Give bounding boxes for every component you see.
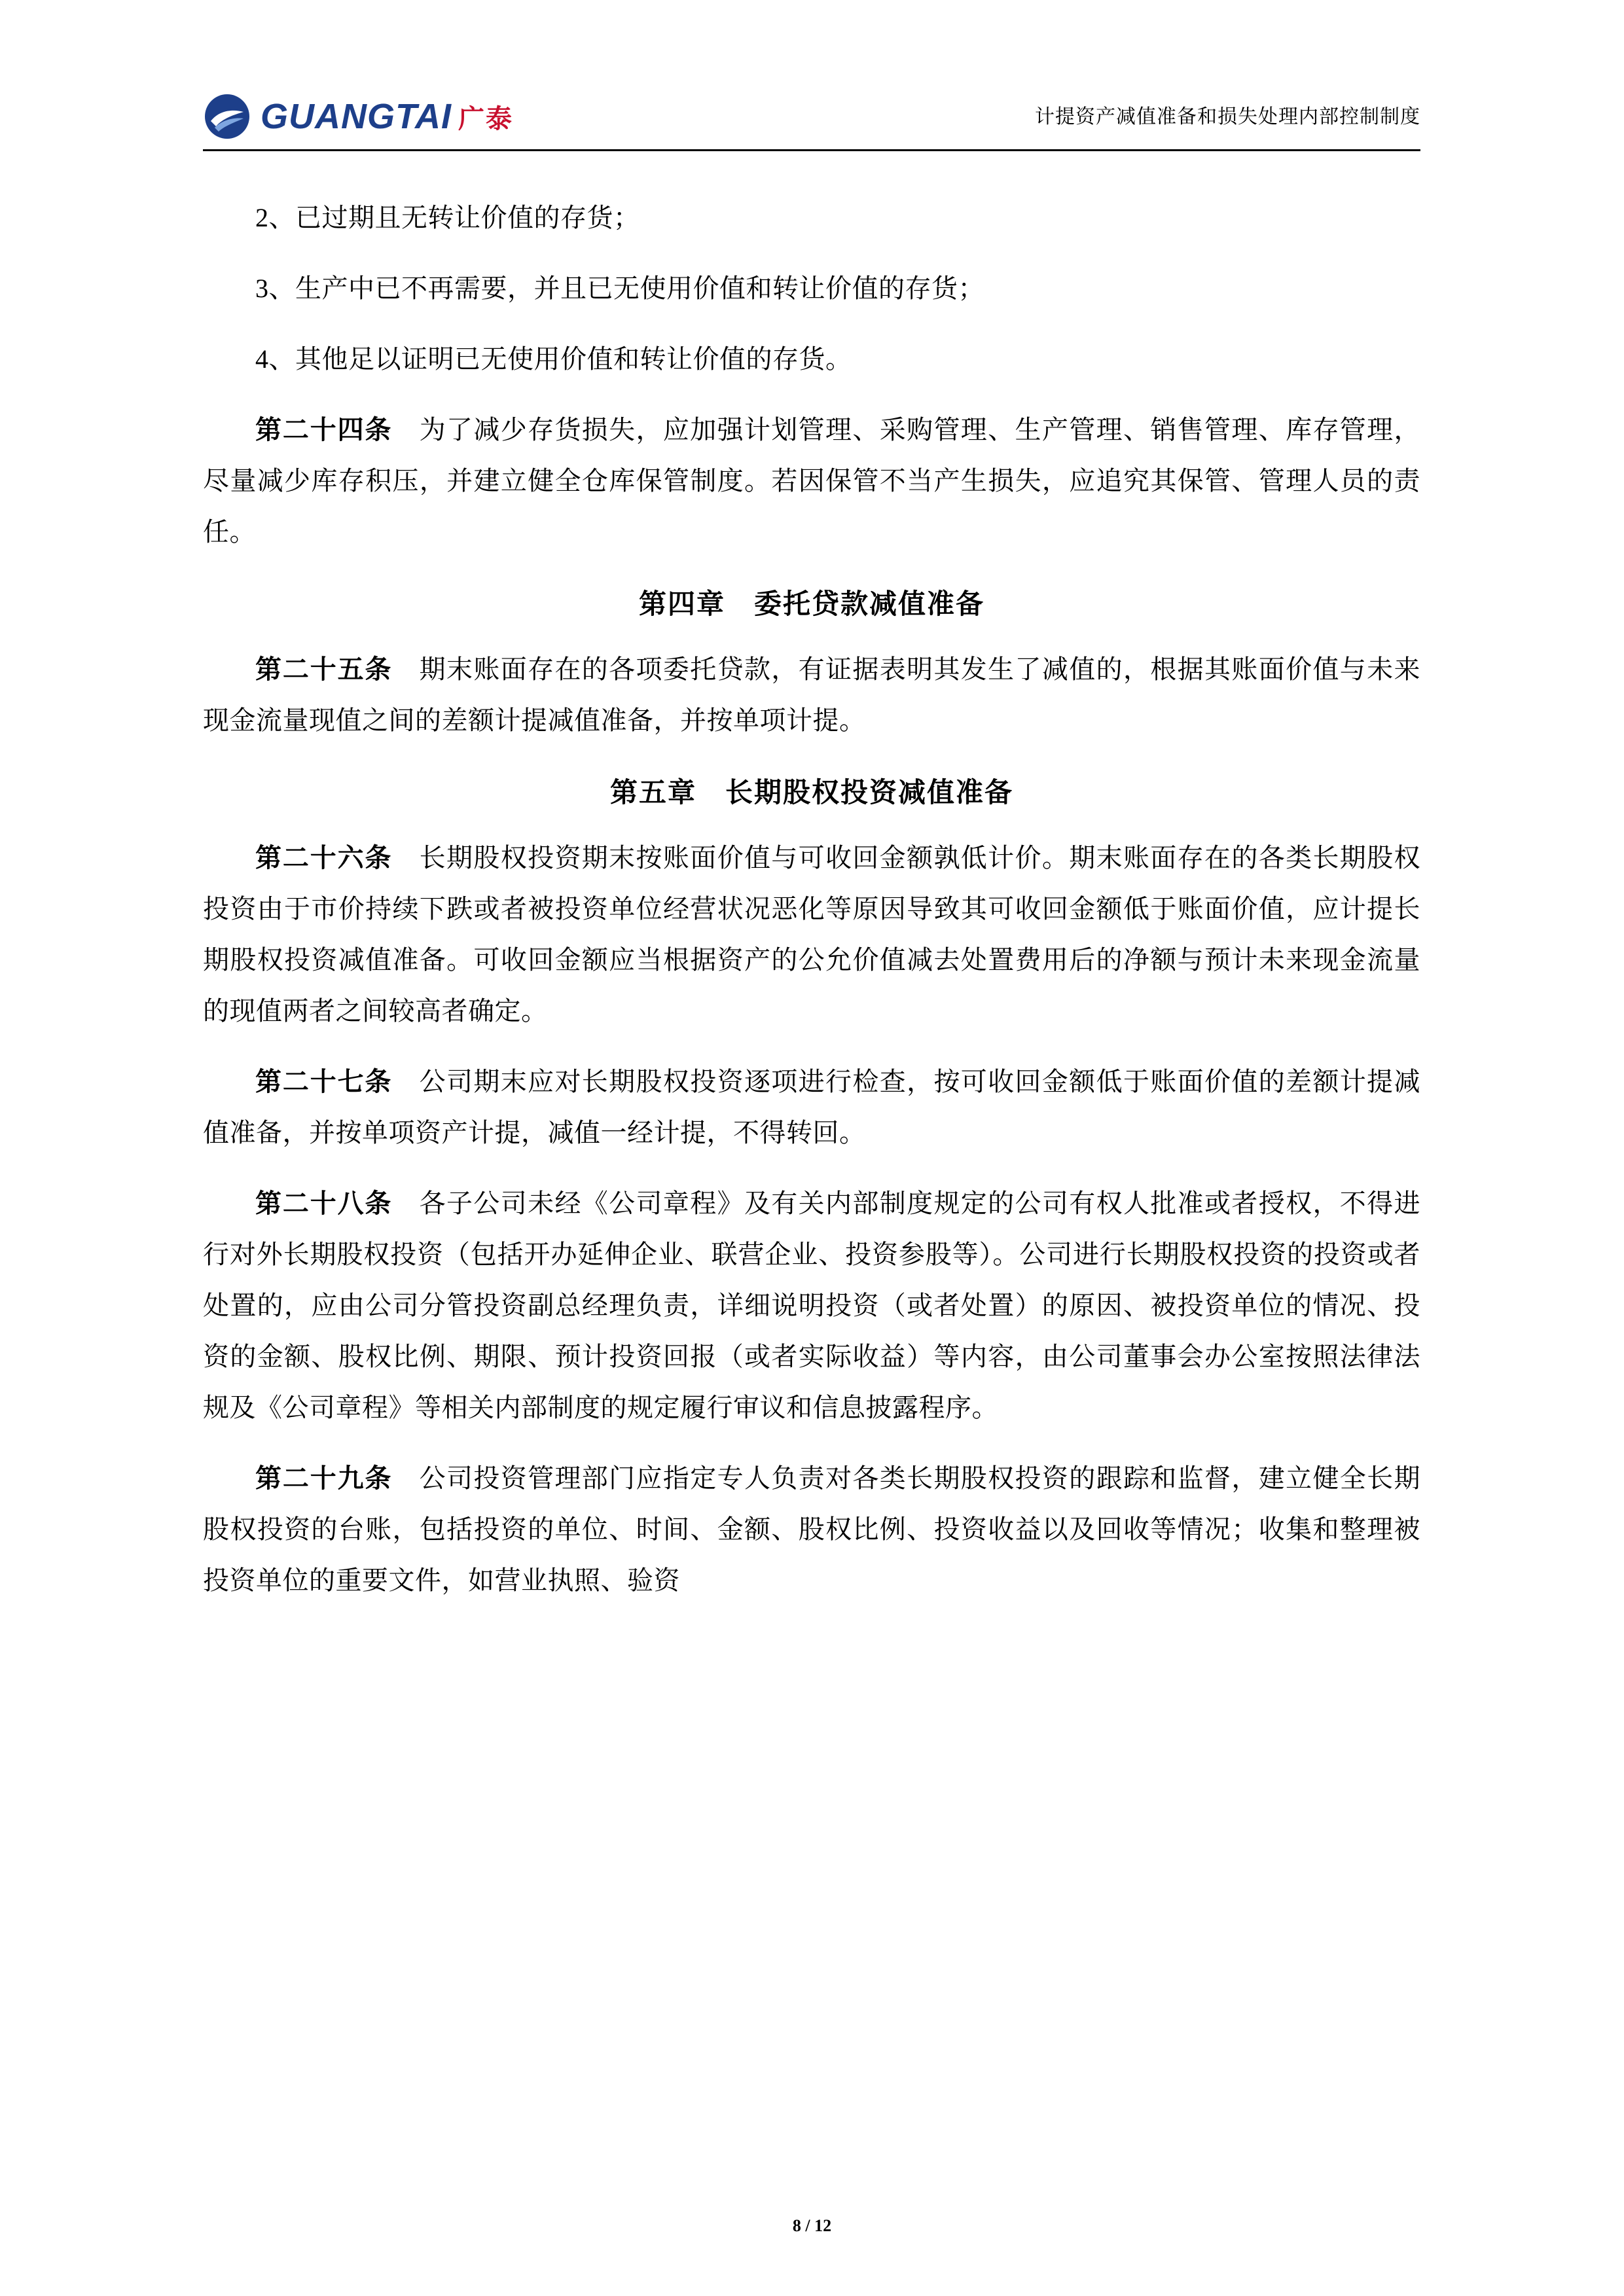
article-text: 为了减少存货损失，应加强计划管理、采购管理、生产管理、销售管理、库存管理，尽量减少库存积压，并建立健全仓库保管制度。若因保管不当产生损失，应追究其保管、管理人员的责任。	[203, 415, 1421, 547]
article-number: 第二十六条	[255, 843, 393, 872]
article-text: 期末账面存在的各项委托贷款，有证据表明其发生了减值的，根据其账面价值与未来现金流量现值之间的差额计提减值准备，并按单项计提。	[203, 655, 1421, 735]
swoosh-logo-icon	[203, 92, 251, 141]
article-number: 第二十八条	[255, 1189, 393, 1218]
article-paragraph	[203, 1178, 1420, 1433]
logo-chinese-name: 广泰	[458, 104, 513, 134]
article-paragraph	[203, 833, 1420, 1037]
article-number: 第二十四条	[255, 415, 393, 444]
document-body	[203, 192, 1420, 1606]
list-item: 2、已过期且无转让价值的存货；	[255, 203, 640, 232]
chapter-heading: 第四章 委托贷款减值准备	[638, 590, 984, 620]
article-text: 公司期末应对长期股权投资逐项进行检查，按可收回金额低于账面价值的差额计提减值准备，并按单项资产计提，减值一经计提，不得转回。	[203, 1067, 1421, 1147]
article-text: 长期股权投资期末按账面价值与可收回金额孰低计价。期末账面存在的各类长期股权投资由于市价持续下跌或者被投资单位经营状况恶化等原因导致其可收回金额低于账面价值，应计提长期股权投资减值准备。可收回金额应当根据资产的公允价值减去处置费用后的净额与预计未来现金流量的现值两者之间较高者确定。	[203, 843, 1421, 1026]
article-number: 第二十九条	[255, 1463, 393, 1493]
logo-text	[261, 96, 513, 137]
article-number: 第二十五条	[255, 655, 393, 684]
page-header	[203, 85, 1420, 157]
page-content	[203, 85, 1420, 1626]
article-paragraph	[203, 1056, 1420, 1158]
header-inner	[203, 85, 1420, 148]
header-divider	[203, 149, 1420, 151]
article-number: 第二十七条	[255, 1067, 393, 1096]
article-text: 公司投资管理部门应指定专人负责对各类长期股权投资的跟踪和监督，建立健全长期股权投资的台账，包括投资的单位、时间、金额、股权比例、投资收益以及回收等情况；收集和整理被投资单位的重要文件，如营业执照、验资	[203, 1463, 1421, 1595]
company-logo	[203, 92, 513, 141]
chapter-heading: 第五章 长期股权投资减值准备	[609, 778, 1013, 808]
article-paragraph	[203, 404, 1420, 558]
document-title: 计提资产减值准备和损失处理内部控制制度	[1035, 106, 1420, 128]
page-footer	[0, 2216, 1624, 2236]
list-item: 3、生产中已不再需要，并且已无使用价值和转让价值的存货；	[255, 274, 984, 303]
list-item: 4、其他足以证明已无使用价值和转让价值的存货。	[255, 344, 852, 374]
page-number: 8 / 12	[792, 2216, 832, 2235]
article-paragraph	[203, 1453, 1420, 1606]
logo-wordmark: GUANGTAI	[261, 97, 452, 136]
article-paragraph	[203, 644, 1420, 746]
article-text: 各子公司未经《公司章程》及有关内部制度规定的公司有权人批准或者授权，不得进行对外长期股权投资（包括开办延伸企业、联营企业、投资参股等）。公司进行长期股权投资的投资或者处置的，应由公司分管投资副总经理负责，详细说明投资（或者处置）的原因、被投资单位的情况、投资的金额、股权比例、期限、预计投资回报（或者实际收益）等内容，由公司董事会办公室按照法律法规及《公司章程》等相关内部制度的规定履行审议和信息披露程序。	[203, 1189, 1421, 1422]
